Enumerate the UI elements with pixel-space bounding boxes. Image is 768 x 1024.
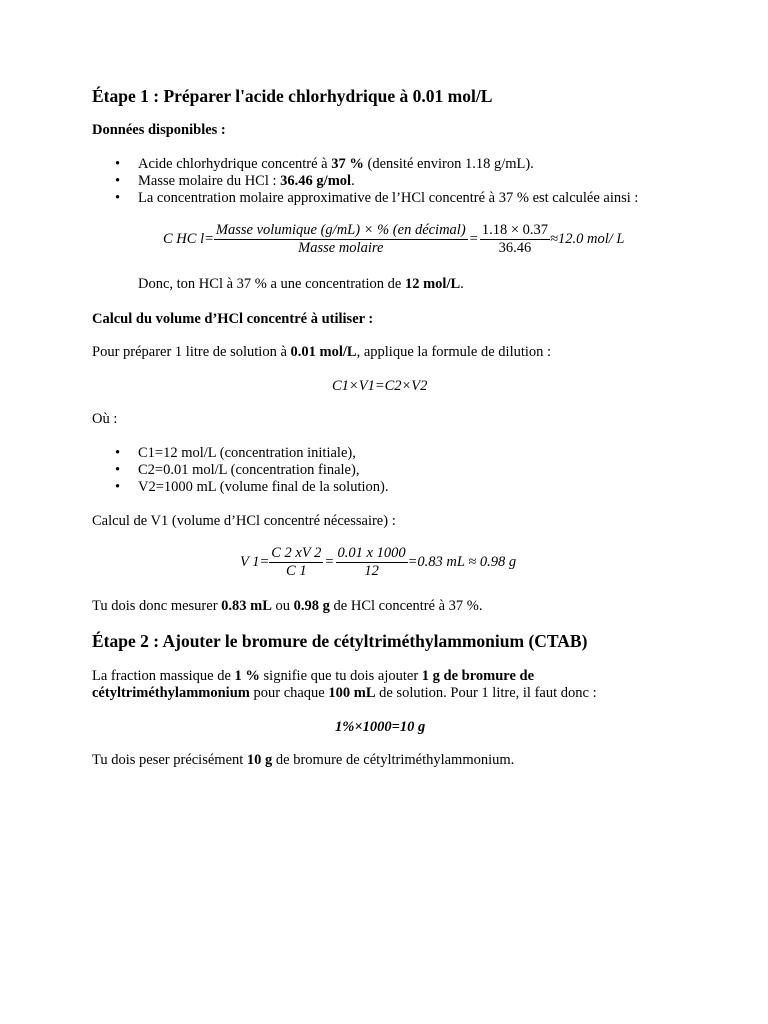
step1-title: Étape 1 : Préparer l'acide chlorhydrique à 0.01 mol/L — [92, 86, 493, 106]
conclusion-text: Donc, ton HCl à 37 % a une concentration de 12 mol/L. — [138, 276, 464, 292]
measure-text: Tu dois donc mesurer 0.83 mL ou 0.98 g de HCl concentré à 37 %. — [92, 598, 483, 614]
formula-result: ≈12.0 mol/ L — [550, 231, 625, 247]
calc-v1-text: Calcul de V1 (volume d’HCl concentré nécessaire) : — [92, 513, 396, 529]
volume-formula: V 1= $\frac{C 2 xV 2}{C 1}$ = $\frac{0.01 x 1000}{12}$ =0.83 mL ≈ 0.98 g — [240, 545, 517, 579]
step2-title: Étape 2 : Ajouter le bromure de cétyltriméthylammonium (CTAB) — [92, 631, 588, 651]
formula-lhs: V 1= — [240, 554, 270, 570]
mass-formula: 1%×1000=10 g — [335, 719, 426, 735]
concentration-formula: C HC l= $\frac{\text{Masse volumique (g/mL) × \% (en décimal)}}{\text{Masse molaire}}$ = $\frac{1.18 \times 0.37}{36.46}$ ≈12.0 mol/ L — [163, 222, 625, 256]
prepare-text: Pour préparer 1 litre de solution à 0.01 mol/L, applique la formule de dilution : — [92, 344, 552, 360]
formula-result: =0.83 mL ≈ 0.98 g — [407, 554, 517, 570]
list-item: • C2=0.01 mol/L (concentration finale), — [92, 462, 388, 479]
calc-heading: Calcul du volume d’HCl concentré à utiliser : — [92, 311, 374, 327]
fraction: $\frac{0.01 x 1000}{12}$ — [337, 545, 406, 579]
list-item: • Masse molaire du HCl : 36.46 g/mol. — [92, 173, 638, 190]
fraction-text-line1: La fraction massique de 1 % signifie que tu dois ajouter 1 g de bromure de — [92, 668, 535, 684]
dilution-formula: C1×V1=C2×V2 — [332, 378, 428, 394]
fraction: $\frac{1.18 \times 0.37}{36.46}$ — [481, 222, 549, 256]
where-label: Où : — [92, 411, 118, 427]
fraction: $\frac{\text{Masse volumique (g/mL) × \% (en décimal)}}{\text{Masse molaire}}$ — [215, 222, 466, 256]
weigh-text: Tu dois peser précisément 10 g de bromure de cétyltriméthylammonium. — [92, 752, 515, 768]
list-item: • La concentration molaire approximative de l’HCl concentré à 37 % est calculée ainsi : — [92, 190, 638, 207]
variables-list — [92, 445, 388, 496]
list-item: • V2=1000 mL (volume final de la solution). — [92, 479, 388, 496]
data-list — [92, 156, 638, 207]
data-heading: Données disponibles : — [92, 122, 226, 138]
fraction-text-line2: cétyltriméthylammonium pour chaque 100 mL de solution. Pour 1 litre, il faut donc : — [92, 685, 597, 701]
fraction: $\frac{C 2 xV 2}{C 1}$ — [271, 545, 322, 579]
list-item: • Acide chlorhydrique concentré à 37 % (densité environ 1.18 g/mL). — [92, 156, 638, 173]
list-item: • C1=12 mol/L (concentration initiale), — [92, 445, 388, 462]
formula-lhs: C HC l= — [163, 231, 214, 247]
